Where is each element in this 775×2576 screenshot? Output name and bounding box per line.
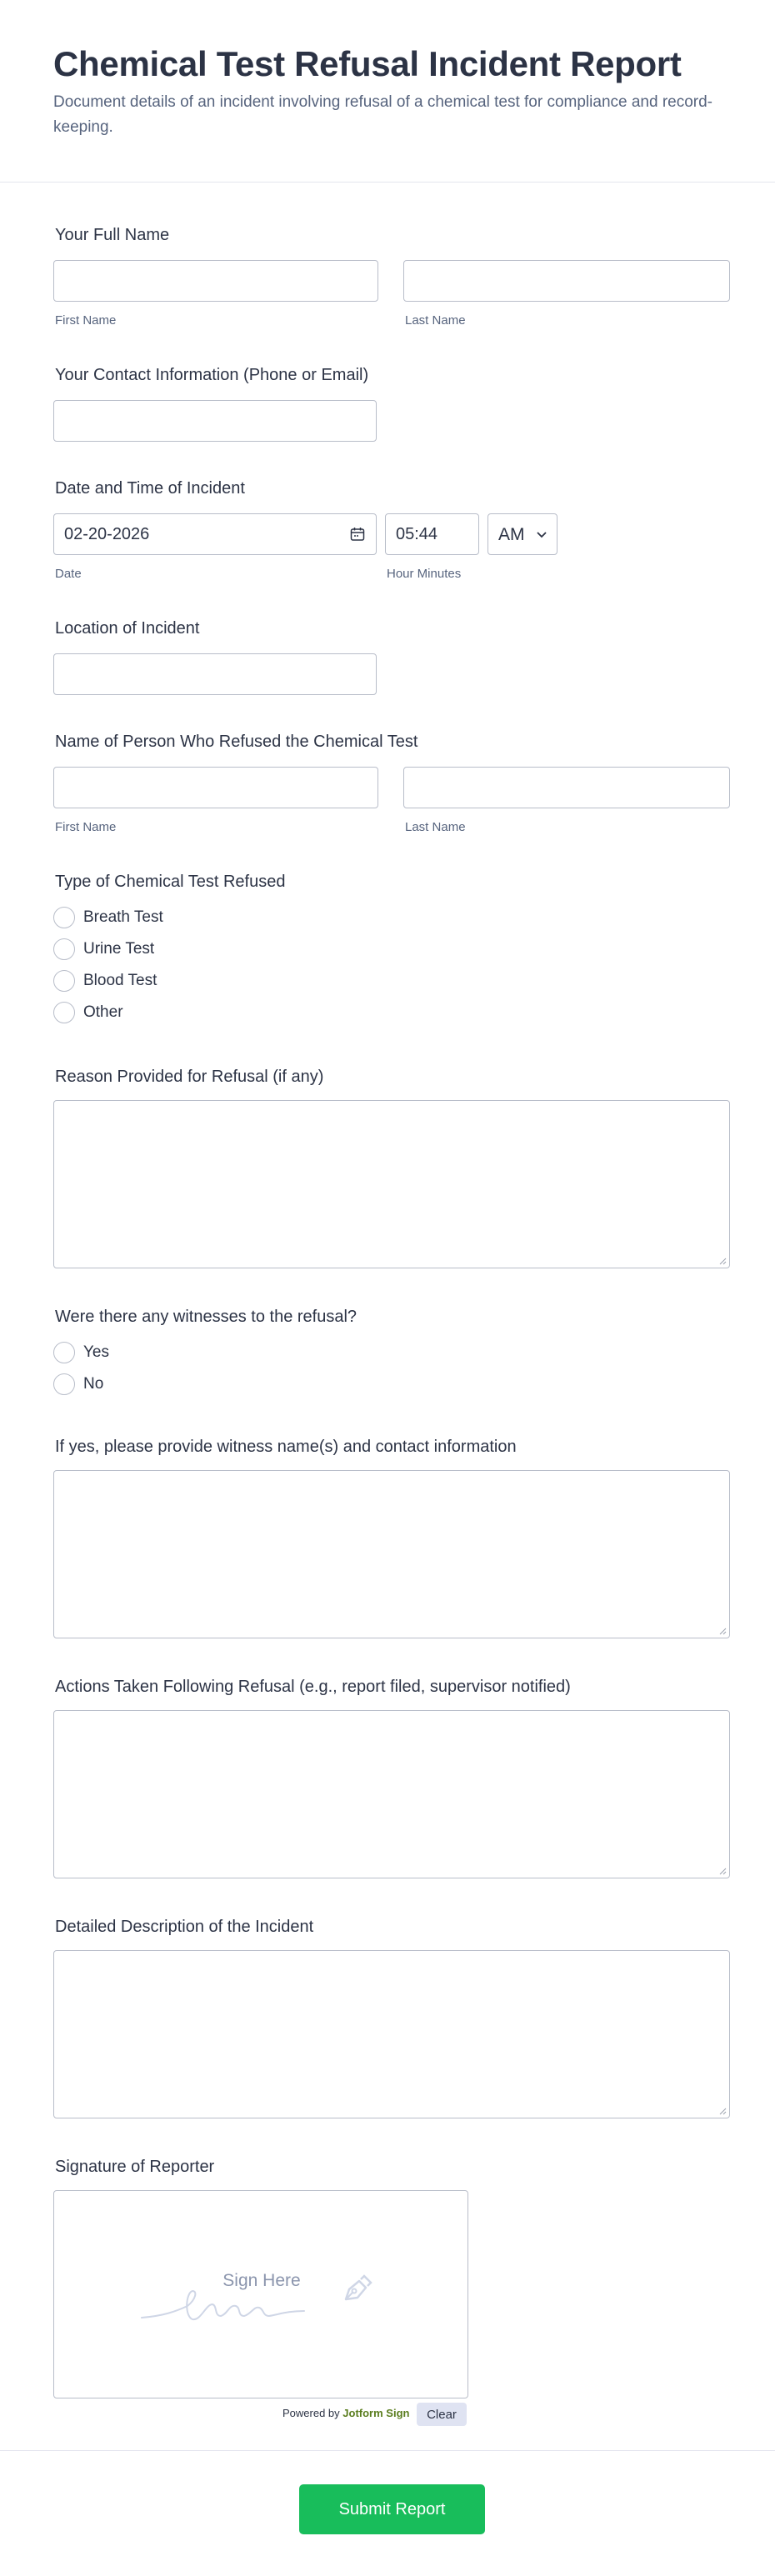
time-sublabel: Hour Minutes	[387, 567, 462, 581]
clear-signature-button[interactable]: Clear	[417, 2403, 467, 2426]
signature-placeholder: Sign Here	[222, 2271, 301, 2290]
datetime-label: Date and Time of Incident	[55, 479, 245, 498]
question-test-type	[53, 872, 730, 1030]
contact-input[interactable]	[53, 400, 377, 442]
question-signature	[53, 2157, 730, 2432]
last-name-input[interactable]	[403, 260, 730, 302]
question-full-name	[53, 225, 730, 333]
witnesses-label: Were there any witnesses to the refusal?	[55, 1308, 358, 1326]
date-value: 02-20-2026	[64, 525, 150, 543]
question-datetime	[53, 478, 730, 587]
refuser-first-name-sublabel: First Name	[55, 820, 117, 834]
actions-textarea[interactable]	[53, 1710, 730, 1878]
witness-info-textarea[interactable]	[53, 1470, 730, 1638]
pen-nib-icon	[338, 2271, 374, 2308]
ampm-select[interactable]	[488, 513, 558, 555]
chevron-down-icon	[535, 528, 548, 541]
refuser-last-name-input[interactable]	[403, 767, 730, 808]
radio-label: No	[83, 1375, 104, 1393]
radio-circle[interactable]	[53, 970, 75, 992]
question-contact	[53, 365, 730, 448]
form-subtitle: Document details of an incident involving refusal of a chemical test for compliance and record-keeping.	[53, 93, 713, 136]
question-witnesses	[53, 1307, 730, 1398]
jotform-sign-link[interactable]: Jotform Sign	[342, 2407, 410, 2419]
signature-label: Signature of Reporter	[55, 2158, 215, 2176]
refuser-name-label: Name of Person Who Refused the Chemical Test	[55, 733, 418, 751]
location-input[interactable]	[53, 653, 377, 695]
contact-label: Your Contact Information (Phone or Email)	[55, 366, 369, 384]
radio-circle[interactable]	[53, 938, 75, 960]
refuser-last-name-sublabel: Last Name	[405, 820, 466, 834]
question-reason	[53, 1067, 730, 1275]
resize-grip-icon[interactable]	[718, 1627, 727, 1635]
signature-pad[interactable]	[53, 2190, 468, 2398]
description-label: Detailed Description of the Incident	[55, 1918, 314, 1936]
resize-grip-icon[interactable]	[718, 2107, 727, 2115]
powered-prefix: Powered by	[282, 2407, 340, 2419]
resize-grip-icon[interactable]	[718, 1257, 727, 1265]
reason-label: Reason Provided for Refusal (if any)	[55, 1068, 324, 1086]
first-name-sublabel: First Name	[55, 313, 117, 328]
powered-by-text	[282, 2407, 409, 2419]
form-header	[0, 0, 775, 183]
question-witness-info	[53, 1437, 730, 1645]
submit-button[interactable]: Submit Report	[299, 2484, 485, 2534]
witness-info-label: If yes, please provide witness name(s) and contact information	[55, 1438, 517, 1456]
radio-circle[interactable]	[53, 907, 75, 928]
reason-textarea[interactable]	[53, 1100, 730, 1268]
description-textarea[interactable]	[53, 1950, 730, 2118]
radio-label: Blood Test	[83, 972, 158, 989]
question-description	[53, 1917, 730, 2125]
radio-circle[interactable]	[53, 1342, 75, 1363]
radio-label: Yes	[83, 1343, 109, 1361]
form-footer	[0, 2450, 775, 2576]
radio-label: Breath Test	[83, 908, 163, 926]
resize-grip-icon[interactable]	[718, 1867, 727, 1875]
form-title: Chemical Test Refusal Incident Report	[53, 44, 682, 83]
first-name-input[interactable]	[53, 260, 378, 302]
question-location	[53, 618, 730, 702]
ampm-value: AM	[498, 525, 525, 544]
test-type-label: Type of Chemical Test Refused	[55, 873, 286, 891]
calendar-icon[interactable]	[349, 526, 366, 543]
refuser-first-name-input[interactable]	[53, 767, 378, 808]
full-name-label: Your Full Name	[55, 226, 170, 244]
question-actions	[53, 1677, 730, 1885]
actions-label: Actions Taken Following Refusal (e.g., report filed, supervisor notified)	[55, 1678, 571, 1696]
location-label: Location of Incident	[55, 619, 200, 638]
time-input[interactable]	[385, 513, 479, 555]
radio-circle[interactable]	[53, 1002, 75, 1023]
radio-label: Other	[83, 1003, 123, 1021]
question-refuser-name	[53, 732, 730, 840]
date-input[interactable]	[53, 513, 377, 555]
radio-label: Urine Test	[83, 940, 155, 958]
last-name-sublabel: Last Name	[405, 313, 466, 328]
radio-circle[interactable]	[53, 1373, 75, 1395]
date-sublabel: Date	[55, 567, 82, 581]
time-value: 05:44	[396, 525, 438, 543]
